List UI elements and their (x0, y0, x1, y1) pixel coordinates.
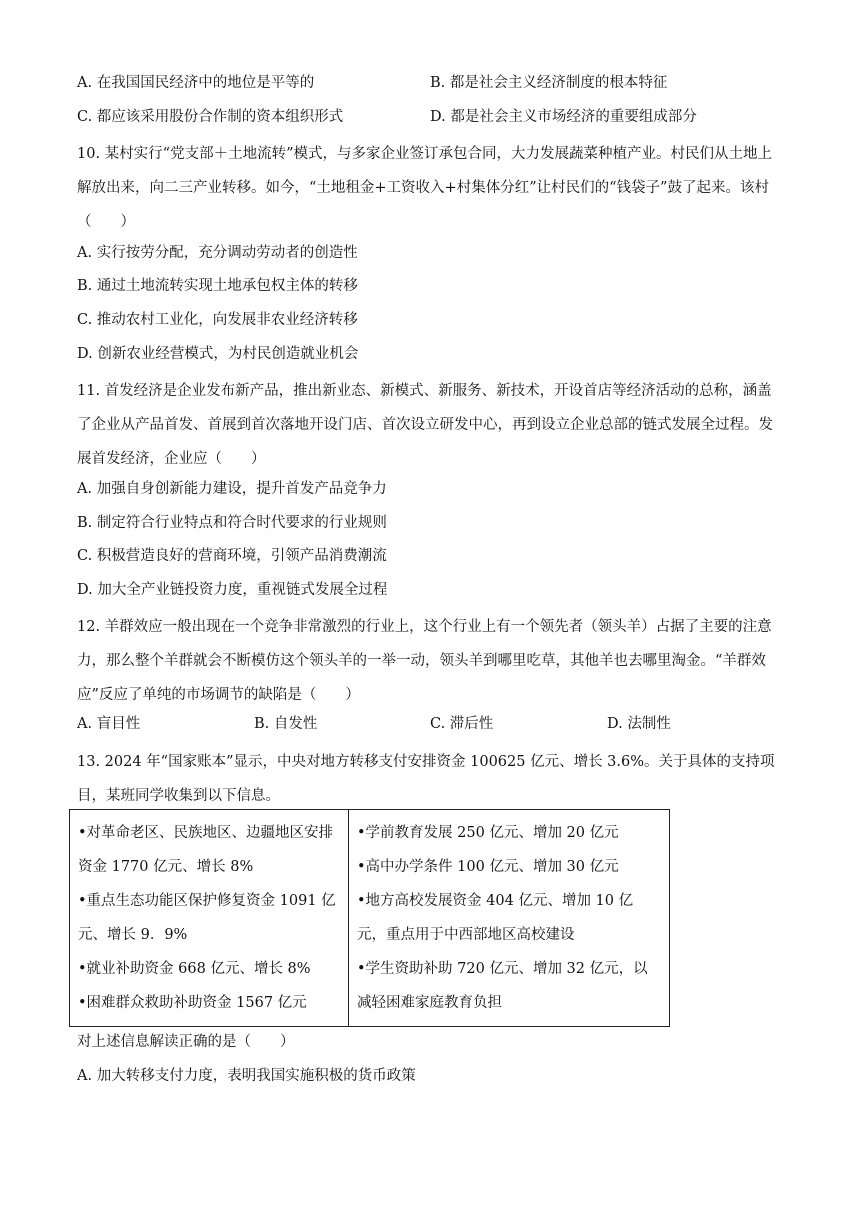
info-table-right-cell (349, 810, 670, 1027)
info-item: •地方高校发展资金 404 亿元、增加 10 亿元，重点用于中西部地区高校建设 (357, 893, 634, 943)
info-table-left-cell (70, 810, 349, 1027)
q12-option-d: D. 法制性 (607, 716, 671, 732)
q12-options (77, 713, 777, 735)
q11-option-c: C. 积极营造良好的营商环境，引领产品消费潮流 (77, 548, 387, 564)
q12-option-b: B. 自发性 (254, 716, 318, 732)
q9-option-b: B. 都是社会主义经济制度的根本特征 (430, 75, 668, 91)
q11-option-b: B. 制定符合行业特点和符合时代要求的行业规则 (77, 515, 387, 531)
info-item: •就业补助资金 668 亿元、增长 8% (78, 961, 311, 977)
q13-prompt: 对上述信息解读正确的是（ ） (77, 1034, 295, 1050)
info-item: •高中办学条件 100 亿元、增加 30 亿元 (357, 859, 619, 875)
info-item: •困难群众救助补助资金 1567 亿元 (78, 995, 307, 1011)
q11-stem: 11. 首发经济是企业发布新产品，推出新业态、新模式、新服务、新技术，开设首店等经济活动的总称，涵盖了企业从产品首发、首展到首次落地开设门店、首次设立研发中心，再到设立企业总部的链式发展全过程。发展首发经济，企业应（ ） (77, 383, 773, 467)
q13-stem: 13. 2024 年“国家账本”显示，中央对地方转移支付安排资金 100625 亿元、增长 3.6%。关于具体的支持项目，某班同学收集到以下信息。 (77, 754, 775, 804)
q10-option-a: A. 实行按劳分配，充分调动劳动者的创造性 (77, 245, 358, 261)
info-table (69, 809, 670, 1027)
q10-option-b: B. 通过土地流转实现土地承包权主体的转移 (77, 278, 358, 294)
q11-option-d: D. 加大全产业链投资力度，重视链式发展全过程 (77, 582, 388, 598)
q11-option-a: A. 加强自身创新能力建设，提升首发产品竞争力 (77, 481, 387, 497)
q9-option-a: A. 在我国国民经济中的地位是平等的 (77, 75, 315, 91)
q9-option-d: D. 都是社会主义市场经济的重要组成部分 (430, 109, 697, 125)
info-item: •学前教育发展 250 亿元、增加 20 亿元 (357, 825, 619, 841)
q10-option-c: C. 推动农村工业化，向发展非农业经济转移 (77, 312, 358, 328)
info-item: •重点生态功能区保护修复资金 1091 亿元、增长 9．9% (78, 893, 336, 943)
q10-stem: 10. 某村实行“党支部＋土地流转”模式，与多家企业签订承包合同，大力发展蔬菜种植产业。村民们从土地上解放出来，向二三产业转移。如今，“土地租金+工资收入+村集体分红”让村民们的“钱袋子”鼓了起来。该村（ ） (77, 146, 772, 230)
info-item: •学生资助补助 720 亿元、增加 32 亿元，以减轻困难家庭教育负担 (357, 961, 648, 1011)
q13-option-a: A. 加大转移支付力度，表明我国实施积极的货币政策 (77, 1068, 416, 1084)
q12-option-c: C. 滞后性 (430, 716, 494, 732)
q12-stem: 12. 羊群效应一般出现在一个竞争非常激烈的行业上，这个行业上有一个领先者（领头羊）占据了主要的注意力，那么整个羊群就会不断模仿这个领头羊的一举一动，领头羊到哪里吃草，其他羊也去哪里淘金。“羊群效应”反应了单纯的市场调节的缺陷是（ ） (77, 619, 772, 703)
info-item: •对革命老区、民族地区、边疆地区安排资金 1770 亿元、增长 8% (78, 825, 334, 875)
q9-option-c: C. 都应该采用股份合作制的资本组织形式 (77, 109, 344, 125)
q10-option-d: D. 创新农业经营模式，为村民创造就业机会 (77, 346, 359, 362)
q12-option-a: A. 盲目性 (77, 716, 141, 732)
